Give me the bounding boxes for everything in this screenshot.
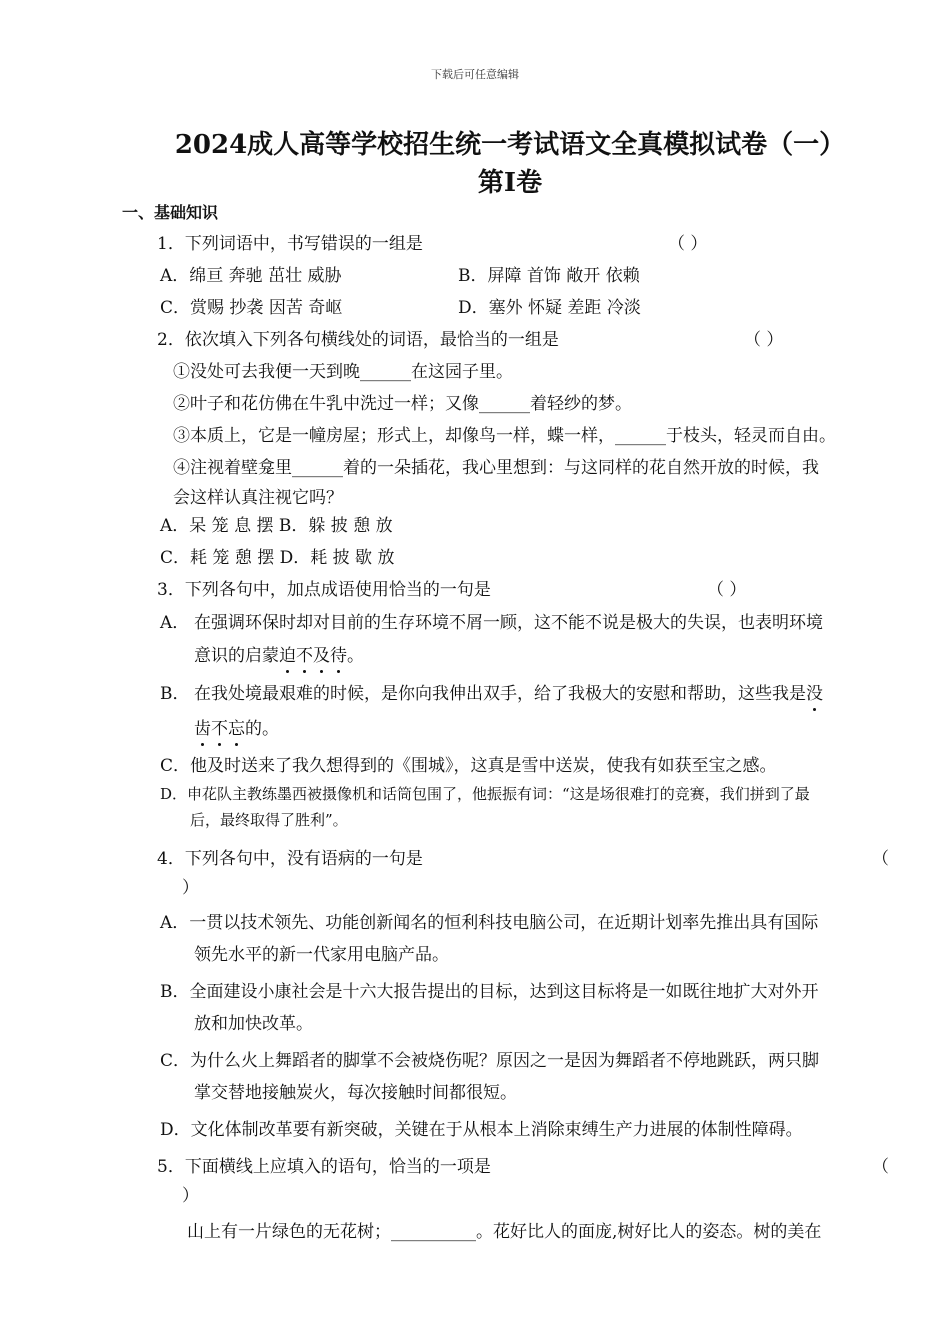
emphasized-char: 及 [313, 641, 330, 666]
option-d: D．塞外 怀疑 差距 冷淡 [458, 298, 641, 318]
sentence-1: ①没处可去我便一天到晚______在这园子里。 [173, 362, 513, 382]
option-b-text-continued [194, 714, 279, 739]
options-cd: C．耗 笼 憩 摆 D．耗 披 歇 放 [160, 548, 395, 568]
option-c: C．赏赐 抄袭 因苦 奇岖 [160, 298, 343, 318]
plain-text: 的。 [245, 719, 279, 739]
option-c: C．为什么火上舞蹈者的脚掌不会被烧伤呢？原因之一是因为舞蹈者不停地跳跃，两只脚 [160, 1051, 820, 1071]
option-a-text: 在强调环保时却对目前的生存环境不屑一顾，这不能不说是极大的失误，也表明环境 [194, 613, 823, 633]
options-ab: A．呆 笼 息 摆 B．躲 披 憩 放 [160, 516, 393, 536]
option-d: D．文化体制改革要有新突破，关键在于从根本上消除束缚生产力进展的体制性障碍。 [160, 1120, 803, 1140]
section-heading: 一、基础知识 [122, 203, 219, 222]
sentence-3: ③本质上，它是一幢房屋；形式上，却像鸟一样，蝶一样，______于枝头，轻灵而自由。 [173, 426, 836, 446]
passage-text: 山上有一片绿色的无花树；__________。花好比人的面庞,树好比人的姿态。树的美在 [187, 1222, 822, 1242]
emphasized-char: 不 [296, 641, 313, 666]
option-c: C．他及时送来了我久想得到的《围城》，这真是雪中送炭，使我有如获至宝之感。 [160, 756, 777, 776]
answer-paren-open: （ [872, 849, 889, 869]
question-stem: 2．依次填入下列各句横线处的词语，最恰当的一组是 [157, 330, 559, 350]
option-b: B．屏障 首饰 敞开 依赖 [458, 266, 640, 286]
emphasized-char: 不 [211, 714, 228, 739]
option-b-text [194, 679, 823, 704]
option-c-continued: 掌交替地接触炭火，每次接触时间都很短。 [194, 1083, 517, 1103]
sentence-4-continued: 会这样认真注视它吗？ [173, 488, 343, 508]
page-subtitle: 第Ⅰ卷 [477, 168, 543, 198]
emphasized-char: 忘 [228, 714, 245, 739]
page-title: 2024成人高等学校招生统一考试语文全真模拟试卷（一） [174, 130, 846, 160]
emphasized-char: 没 [806, 679, 823, 704]
option-a-text-continued [194, 641, 364, 666]
answer-parenthesis: （ ） [744, 330, 784, 350]
answer-paren-close: ） [182, 878, 199, 898]
emphasized-char: 迫 [279, 641, 296, 666]
question-stem: 1．下列词语中，书写错误的一组是 [157, 234, 423, 254]
option-a-label: A． [160, 613, 190, 633]
option-d: D．申花队主教练墨西被摄像机和话筒包围了，他振振有词：“这是场很难打的竞赛，我们拼到了最 [160, 785, 810, 803]
option-b-continued: 放和加快改革。 [194, 1014, 313, 1034]
plain-text: 意识的启蒙 [194, 646, 279, 666]
answer-parenthesis: （ ） [668, 234, 708, 254]
emphasized-char: 待 [330, 641, 347, 666]
option-a: A．一贯以技术领先、功能创新闻名的恒利科技电脑公司，在近期计划率先推出具有国际 [160, 913, 819, 933]
answer-paren-close: ） [182, 1186, 199, 1206]
option-a: A．绵亘 奔驰 茁壮 威胁 [160, 266, 342, 286]
option-a-continued: 领先水平的新一代家用电脑产品。 [194, 945, 449, 965]
option-b-label: B． [160, 684, 190, 704]
question-stem: 5．下面横线上应填入的语句，恰当的一项是 [157, 1157, 491, 1177]
question-stem: 4．下列各句中，没有语病的一句是 [157, 849, 423, 869]
option-d-continued: 后，最终取得了胜利”。 [190, 811, 348, 829]
plain-text: 。 [347, 646, 364, 666]
option-b: B．全面建设小康社会是十六大报告提出的目标，达到这目标将是一如既往地扩大对外开 [160, 982, 819, 1002]
answer-parenthesis: （ ） [707, 580, 747, 600]
sentence-2: ②叶子和花仿佛在牛乳中洗过一样；又像______着轻纱的梦。 [173, 394, 632, 414]
sentence-4: ④注视着壁龛里______着的一朵插花，我心里想到：与这同样的花自然开放的时候，我 [173, 458, 819, 478]
emphasized-char: 齿 [194, 714, 211, 739]
answer-paren-open: （ [872, 1157, 889, 1177]
question-stem: 3．下列各句中，加点成语使用恰当的一句是 [157, 580, 491, 600]
plain-text: 在我处境最艰难的时候，是你向我伸出双手，给了我极大的安慰和帮助，这些我是 [194, 684, 806, 704]
header-note: 下载后可任意编辑 [431, 68, 519, 81]
